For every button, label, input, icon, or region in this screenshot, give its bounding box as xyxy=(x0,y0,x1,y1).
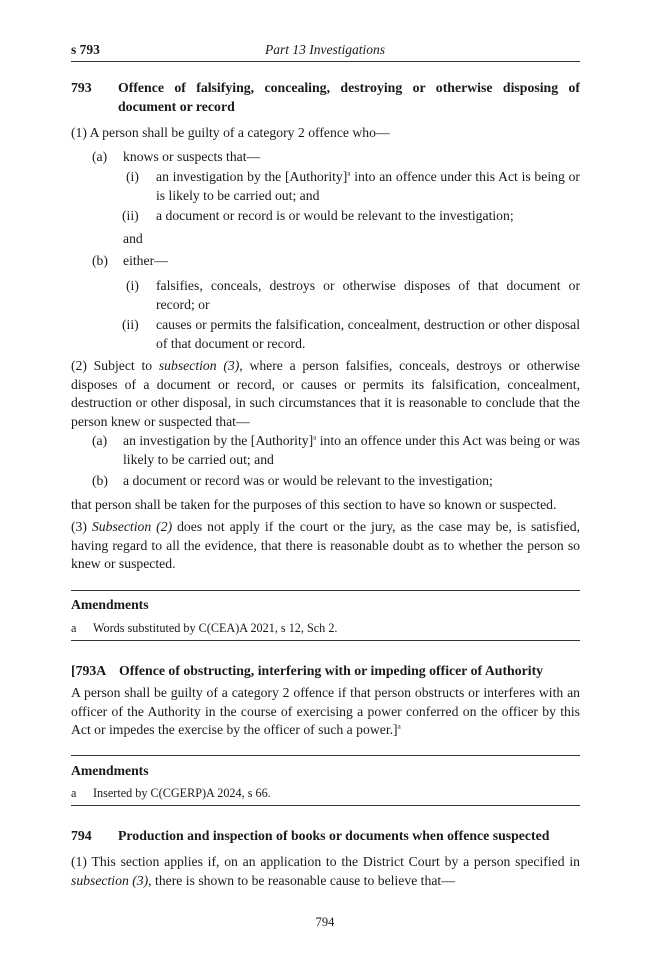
s793-b-i-text: falsifies, conceals, destroys or otherwise disposes of that document or record; or xyxy=(156,278,580,312)
amendments-title: Amendments xyxy=(71,763,149,778)
s793-a-i-label: (i) xyxy=(126,169,139,184)
s793-a-ii-text: a document or record is or would be relevant to the investigation; xyxy=(156,208,514,223)
section-793A-number: [793A xyxy=(71,663,107,678)
section-793-number: 793 xyxy=(71,80,92,95)
s793-b-text: either— xyxy=(123,253,168,268)
section-794-title: Production and inspection of books or documents when offence suspected xyxy=(118,828,550,843)
s793-sub2: (2) Subject to subsection (3), where a person falsifies, conceals, destroys or otherwise disposes of a document or record, or causes or permits its falsification, concealment, destruction or other disposal, in such circumstances that it is reasonable to conclude that the person knew or suspected that— xyxy=(71,358,580,429)
amendment-text: Words substituted by C(CEA)A 2021, s 12, Sch 2. xyxy=(93,621,338,635)
header-rule xyxy=(71,61,580,62)
section-793A-title: Offence of obstructing, interfering with or impeding officer of Authority xyxy=(119,663,544,678)
s793-sub3: (3) Subsection (2) does not apply if the court or the jury, as the case may be, is satisfied, having regard to all the evidence, that there is reasonable doubt as to whether the person so knew or suspected. xyxy=(71,519,580,572)
s793-and: and xyxy=(123,231,143,246)
section-794-number: 794 xyxy=(71,828,92,843)
amendments-rule-bottom xyxy=(71,640,580,641)
section-793-title: Offence of falsifying, concealing, destroying or otherwise disposing of document or record xyxy=(118,80,580,114)
s793-sub2-b-label: (b) xyxy=(92,473,108,488)
amendments-rule-top xyxy=(71,755,580,756)
running-header-part: Part 13 Investigations xyxy=(265,42,385,57)
s793-sub2-b-text: a document or record was or would be relevant to the investigation; xyxy=(123,473,493,488)
s793A-text: A person shall be guilty of a category 2 offence if that person obstructs or interferes with an officer of the Authority in the course of exercising a power conferred on the officer by this Act or impedes the exercise by the officer of such a power.]$^a$ xyxy=(71,685,580,738)
footnote-marker: a xyxy=(313,433,317,442)
s793-a-ii-label: (ii) xyxy=(122,208,139,223)
s793-sub1-intro: (1) A person shall be guilty of a category 2 offence who— xyxy=(71,125,390,140)
footnote-marker: a xyxy=(347,169,351,178)
page-number: 794 xyxy=(315,915,335,929)
s793-a-label: (a) xyxy=(92,149,108,164)
amendment-letter: a xyxy=(71,786,77,800)
s793-b-ii-label: (ii) xyxy=(122,317,139,332)
amendments-rule-bottom xyxy=(71,805,580,806)
s793-a-i-text: an investigation by the [Authority]$^a$ into an offence under this Act is being or is likely to be carried out; and xyxy=(156,169,580,203)
s794-sub1: (1) This section applies if, on an application to the District Court by a person specified in subsection (3), there is shown to be reasonable cause to believe that— xyxy=(71,854,580,888)
s793-b-ii-text: causes or permits the falsification, concealment, destruction or other disposal of that document or record. xyxy=(156,317,580,351)
running-header-section: s 793 xyxy=(71,42,100,57)
s793-sub2-a-label: (a) xyxy=(92,433,108,448)
s793-b-label: (b) xyxy=(92,253,108,268)
s793-sub2-a-text: an investigation by the [Authority]$^a$ into an offence under this Act was being or was likely to be carried out; and xyxy=(123,433,580,467)
amendments-title: Amendments xyxy=(71,597,149,612)
amendments-rule-top xyxy=(71,590,580,591)
s793-a-text: knows or suspects that— xyxy=(123,149,261,164)
amendment-letter: a xyxy=(71,621,77,635)
s793-sub2-close: that person shall be taken for the purposes of this section to have so known or suspected. xyxy=(71,497,557,512)
amendment-text: Inserted by C(CGERP)A 2024, s 66. xyxy=(93,786,271,800)
footnote-marker: a xyxy=(397,722,401,731)
s793-b-i-label: (i) xyxy=(126,278,139,293)
